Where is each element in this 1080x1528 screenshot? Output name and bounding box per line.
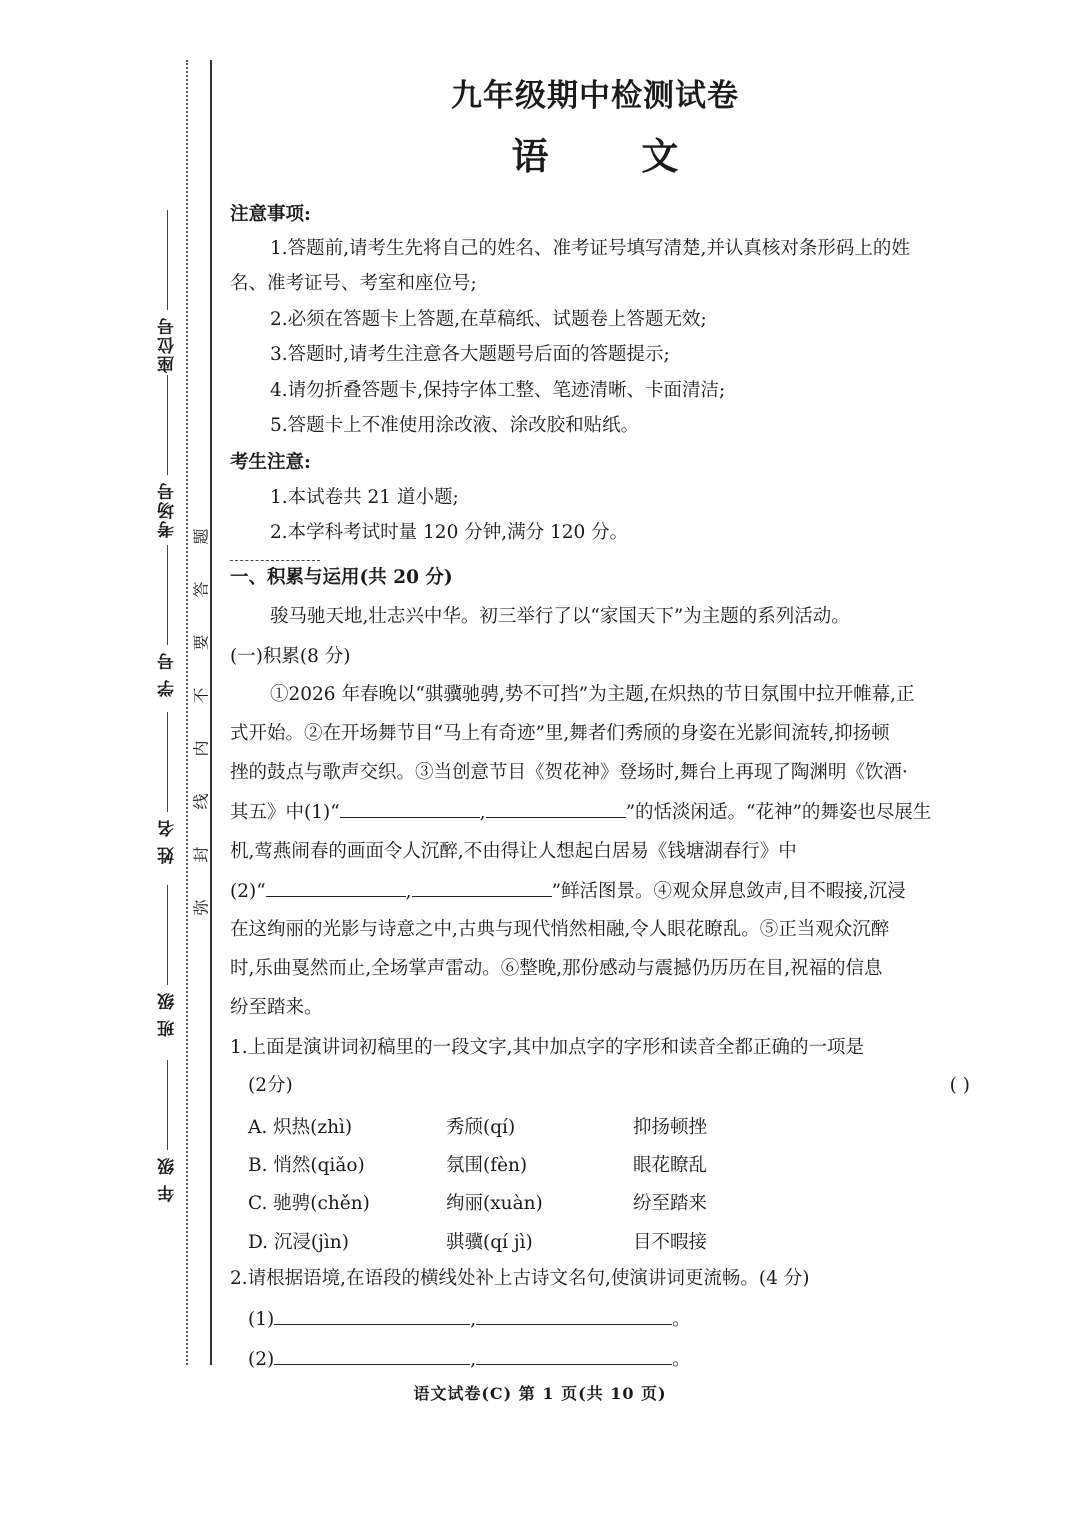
passage-line: 在这绚丽的光影与诗意之中,古典与现代悄然相融,令人眼花瞭乱。⑤正当观众沉醉 [230, 919, 890, 940]
sub-section-heading: (一)积累(8 分) [230, 646, 351, 667]
section-intro: 骏马驰天地,壮志兴中华。初三举行了以“家国天下”为主题的系列活动。 [270, 606, 850, 627]
page-footer: 语文试卷(C) 第 1 页(共 10 页) [413, 1384, 667, 1403]
inline-blank [340, 799, 480, 818]
inline-blank [412, 878, 552, 897]
passage-line: ①2026 年春晚以“骐骥驰骋,势不可挡”为主题,在炽热的节日氛围中拉开帷幕,正 [270, 684, 915, 705]
section-heading: 一、积累与运用(共 20 分) [230, 567, 453, 588]
seal-line-notice: 题 答 要 不 内 线 封 弥 [191, 528, 211, 916]
grade-field: 年 级 [152, 1060, 182, 1202]
candidate-notice-item: 2.本学科考试时量 120 分钟,满分 120 分。 [270, 522, 629, 543]
answer-blank [274, 1306, 470, 1325]
answer-paren: ( ) [949, 1075, 970, 1096]
inline-blank [266, 878, 406, 897]
subject-title: 语 文 [511, 134, 719, 178]
student-id-field: 学 号 [152, 545, 182, 697]
notice-item: 1.答题前,请考生先将自己的姓名、准考证号填写清楚,并认真核对条形码上的姓 [270, 238, 910, 259]
answer-blank [274, 1346, 470, 1365]
answer-blank [476, 1346, 672, 1365]
passage-line: 式开始。②在开场舞节目“马上有奇迹”里,舞者们秀颀的身姿在光影间流转,抑扬顿 [230, 723, 890, 744]
inline-blank [486, 799, 626, 818]
exam-room-field: 考场号 [152, 375, 182, 538]
notice-item: 3.答题时,请考生注意各大题题号后面的答题提示; [270, 344, 670, 365]
passage-line-blank-1: 其五》中(1)“ , ”的恬淡闲适。“花神”的舞姿也尽展生 [230, 799, 960, 826]
notice-item: 4.请勿折叠答题卡,保持字体工整、笔迹清晰、卡面清洁; [270, 380, 726, 401]
notice-item: 2.必须在答题卡上答题,在草稿纸、试题卷上答题无效; [270, 309, 707, 330]
class-field: 班 级 [152, 885, 182, 1037]
section-divider [230, 560, 320, 561]
candidate-notice-item: 1.本试卷共 21 道小题; [270, 487, 459, 508]
name-field: 姓 名 [152, 712, 182, 864]
passage-line: 时,乐曲戛然而止,全场掌声雷动。⑥整晚,那份感动与震撼仍历历在目,祝福的信息 [230, 958, 883, 979]
passage-line-blank-2: (2)“ , ”鲜活图景。④观众屏息敛声,目不暇接,沉浸 [230, 878, 960, 905]
notice-heading: 注意事项: [230, 204, 311, 225]
exam-title: 九年级期中检测试卷 [451, 78, 739, 114]
answer-line-1: (1) , 。 [230, 1306, 978, 1333]
answer-line-2: (2) , 。 [230, 1346, 978, 1373]
binding-dotted-line [186, 60, 188, 1365]
seat-number-field: 座位号 [152, 210, 182, 373]
notice-item: 5.答题卡上不准使用涂改液、涂改胶和贴纸。 [270, 415, 640, 436]
passage-line: 纷至踏来。 [230, 997, 323, 1018]
question-1-score: (2分) ( ) [230, 1073, 978, 1099]
question-2-stem: 2.请根据语境,在语段的横线处补上古诗文名句,使演讲词更流畅。(4 分) [230, 1268, 810, 1289]
question-1-stem: 1.上面是演讲词初稿里的一段文字,其中加点字的字形和读音全都正确的一项是 [230, 1037, 865, 1058]
passage-line: 机,莺燕闹春的画面令人沉醉,不由得让人想起白居易《钱塘湖春行》中 [230, 841, 797, 862]
notice-item: 名、准考证号、考室和座位号; [230, 273, 477, 294]
answer-blank [476, 1306, 672, 1325]
passage-line: 挫的鼓点与歌声交织。③当创意节目《贺花神》登场时,舞台上再现了陶渊明《饮酒· [230, 762, 908, 783]
candidate-notice-heading: 考生注意: [230, 452, 311, 473]
